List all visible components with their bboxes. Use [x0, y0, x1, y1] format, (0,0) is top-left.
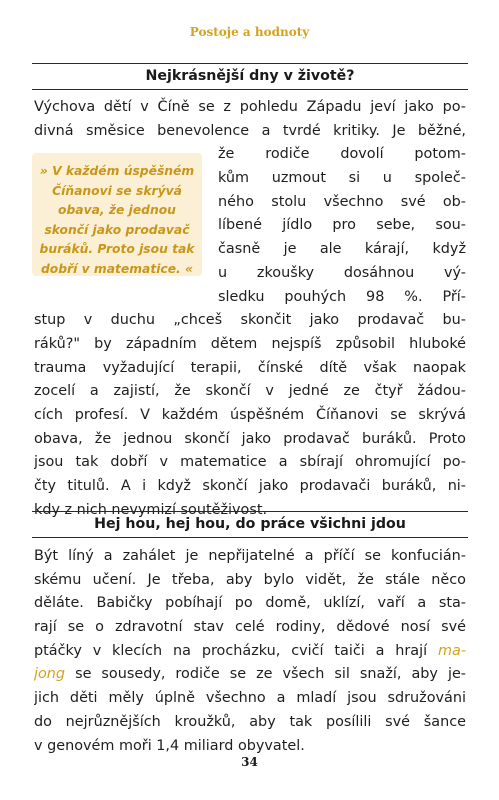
text-line: ného stolu všechno své ob- — [218, 193, 466, 210]
text-line: děláte. Babičky pobíhají po domě, uklízí, vaří a sta- — [34, 595, 466, 612]
pull-quote — [32, 153, 202, 276]
pull-quote-line: dobří v matematice. « — [40, 261, 194, 276]
body-paragraph — [34, 545, 466, 758]
highlighted-term: ma- — [437, 642, 466, 659]
text-line: Výchova dětí v Číně se z pohledu Západu jeví jako po- — [34, 99, 466, 115]
text-line: že rodiče dovolí potom- — [218, 146, 466, 163]
text-line: zocelí a zajistí, že skončí v jedné ze čtyř žádou- — [34, 383, 466, 400]
text-line: do nejrůznějších kroužků, aby tak posílili své šance — [34, 713, 466, 730]
body-paragraph — [34, 96, 466, 143]
body-paragraph — [34, 286, 466, 523]
pull-quote-line: » V každém úspěšném — [39, 164, 195, 178]
pull-quote-line: buráků. Proto jsou tak — [39, 242, 195, 257]
pull-quote-line: Číňanovi se skrývá — [52, 183, 182, 198]
text-line: u zkoušky dosáhnou vý- — [218, 264, 466, 281]
highlighted-term: jong — [34, 666, 66, 683]
pull-quote-line: obava, že jednou — [58, 203, 176, 218]
text-line: divná směsice benevolence a tvrdé kritiky. Je běžné, — [34, 122, 466, 139]
text-line: jich děti měly úplně všechno a mladí jsou sdružováni — [34, 690, 466, 707]
text-line: stup v duchu „chceš skončit jako prodavač bu- — [34, 312, 466, 329]
text-line — [34, 663, 466, 687]
text-line: trauma vyžadující terapii, čínské dítě však naopak — [34, 359, 466, 376]
text-line: skému učení. Je třeba, aby bylo vidět, že stále něco — [34, 571, 466, 588]
section-heading: Hej hou, hej hou, do práce všichni jdou — [32, 511, 468, 538]
text-line: čty titulů. A i když skončí jako prodavači buráků, ni- — [34, 478, 466, 495]
text-line: cích profesí. V každém úspěšném Číňanovi se skrývá — [34, 407, 466, 424]
text-line: ráků?" by západním dětem nejspíš způsobil hluboké — [34, 335, 466, 352]
page-number: 34 — [241, 755, 258, 769]
text-line: obava, že jednou skončí jako prodavač buráků. Proto — [34, 430, 466, 447]
text-line: rají se o zdravotní stav celé rodiny, dědové nosí své — [34, 619, 466, 636]
text-line: v genovém moři 1,4 miliard obyvatel. — [34, 737, 305, 754]
text-line — [34, 640, 466, 664]
text-line-part: ptáčky v klecích na procházku, cvičí taiči a hrají — [34, 642, 428, 659]
text-line: časně je ale kárají, když — [218, 241, 466, 258]
text-line-part: se sousedy, rodiče se ze všech sil snaží, aby je- — [65, 666, 466, 683]
section-heading: Nejkrásnější dny v životě? — [32, 63, 468, 90]
running-head: Postoje a hodnoty — [189, 25, 310, 39]
text-line: kům uzmout si u společ- — [218, 170, 466, 187]
body-paragraph-wrapped — [218, 143, 466, 285]
pull-quote-line: skončí jako prodavač — [44, 222, 190, 237]
text-line: líbené jídlo pro sebe, sou- — [218, 217, 466, 234]
text-line: kdy z nich nevymizí soutěživost. — [34, 501, 268, 518]
text-line: Být líný a zahálet je nepřijatelné a příčí se konfucián- — [34, 548, 466, 564]
text-line: sledku pouhých 98 %. Pří- — [218, 288, 466, 305]
text-line: jsou tak dobří v matematice a sbírají ohromující po- — [34, 454, 466, 471]
